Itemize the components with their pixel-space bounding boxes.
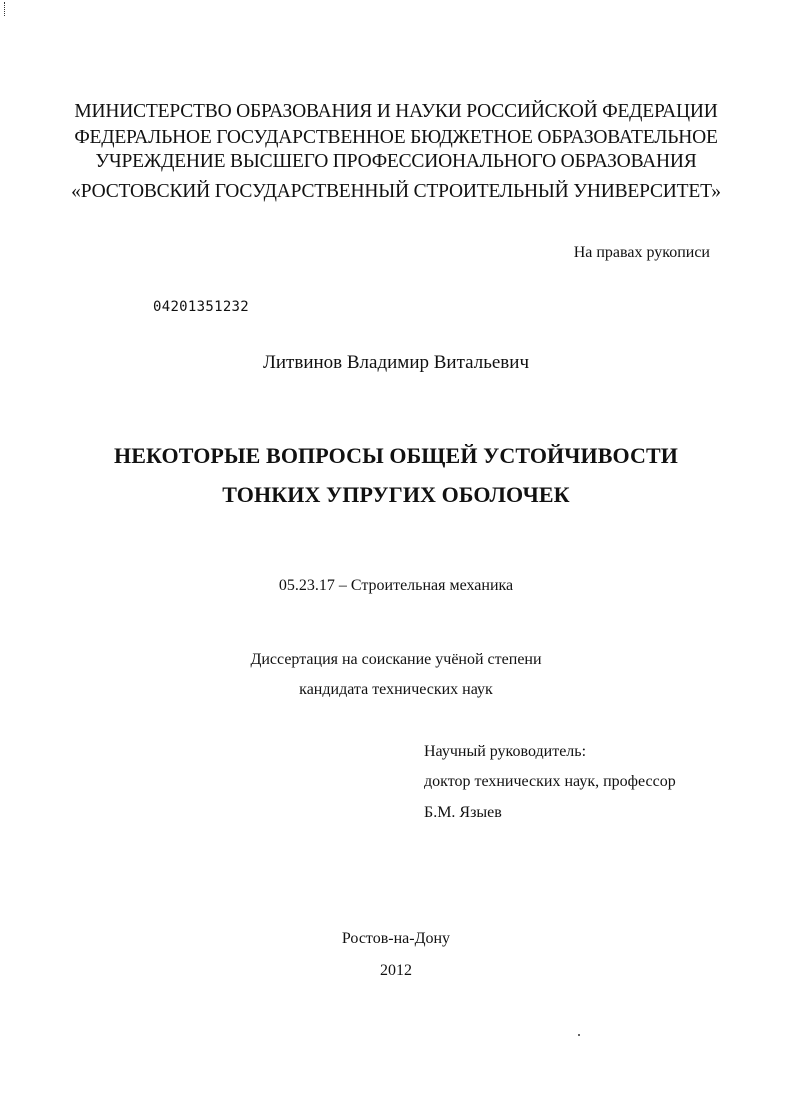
ministry-heading: МИНИСТЕРСТВО ОБРАЗОВАНИЯ И НАУКИ РОССИЙСКОЙ ФЕДЕРАЦИИ (74, 101, 718, 122)
institution-line-2: УЧРЕЖДЕНИЕ ВЫСШЕГО ПРОФЕССИОНАЛЬНОГО ОБРАЗОВАНИЯ (95, 151, 697, 172)
scan-edge-mark (4, 2, 7, 16)
scan-dot-mark (578, 1034, 580, 1036)
degree-line-2: кандидата технических наук (299, 681, 493, 698)
city: Ростов-на-Дону (341, 930, 451, 947)
year: 2012 (380, 962, 412, 979)
manuscript-note: На правах рукописи (573, 244, 710, 261)
title-line-2: ТОНКИХ УПРУГИХ ОБОЛОЧЕК (222, 482, 570, 507)
supervisor-label: Научный руководитель: (424, 743, 587, 760)
institution-line-1: ФЕДЕРАЛЬНОЕ ГОСУДАРСТВЕННОЕ БЮДЖЕТНОЕ ОБРАЗОВАТЕЛЬНОЕ (74, 127, 718, 148)
university-name: «РОСТОВСКИЙ ГОСУДАРСТВЕННЫЙ СТРОИТЕЛЬНЫЙ УНИВЕРСИТЕТ» (71, 181, 721, 202)
author-name: Литвинов Владимир Витальевич (263, 352, 529, 373)
degree-line-1: Диссертация на соискание учёной степени (250, 651, 542, 668)
supervisor-rank: доктор технических наук, профессор (424, 773, 676, 790)
supervisor-name: Б.М. Языев (424, 804, 502, 821)
catalog-number-stamp: 04201351232 (153, 299, 250, 315)
specialty-code: 05.23.17 – Строительная механика (278, 577, 514, 594)
title-line-1: НЕКОТОРЫЕ ВОПРОСЫ ОБЩЕЙ УСТОЙЧИВОСТИ (114, 443, 678, 468)
